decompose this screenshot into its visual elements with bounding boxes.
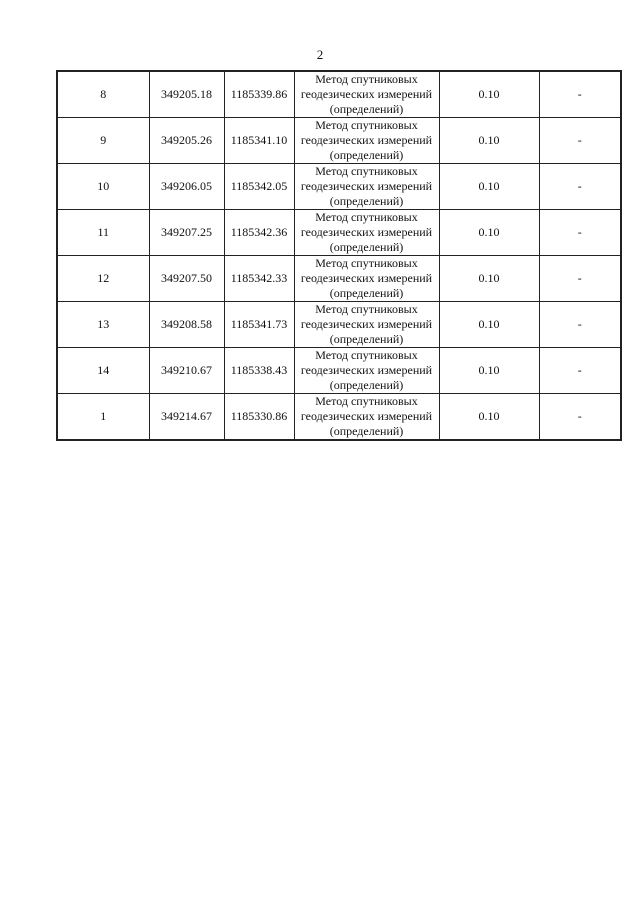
note-cell: -	[539, 164, 621, 210]
x-coordinate-cell: 349207.50	[149, 256, 224, 302]
method-line: (определений)	[329, 332, 404, 346]
method-line: (определений)	[329, 194, 404, 208]
point-number-cell: 8	[57, 71, 149, 118]
table-row	[57, 164, 621, 210]
method-line: (определений)	[329, 240, 404, 254]
x-coordinate-cell: 349210.67	[149, 348, 224, 394]
accuracy-cell: 0.10	[439, 348, 539, 394]
method-line: Метод спутниковых	[315, 72, 418, 86]
method-line: (определений)	[329, 424, 404, 438]
point-number-cell: 14	[57, 348, 149, 394]
method-line: геодезических измерений	[300, 179, 433, 193]
x-coordinate-cell: 349207.25	[149, 210, 224, 256]
method-line: (определений)	[329, 148, 404, 162]
method-line: Метод спутниковых	[315, 210, 418, 224]
note-cell: -	[539, 302, 621, 348]
method-line: геодезических измерений	[300, 271, 433, 285]
method-line: Метод спутниковых	[315, 302, 418, 316]
table-row	[57, 118, 621, 164]
method-cell	[294, 256, 439, 302]
method-line: Метод спутниковых	[315, 348, 418, 362]
y-coordinate-cell: 1185342.36	[224, 210, 294, 256]
method-line: Метод спутниковых	[315, 164, 418, 178]
accuracy-cell: 0.10	[439, 210, 539, 256]
y-coordinate-cell: 1185339.86	[224, 71, 294, 118]
note-cell: -	[539, 118, 621, 164]
coordinates-table-body	[57, 71, 621, 440]
y-coordinate-cell: 1185342.05	[224, 164, 294, 210]
note-cell: -	[539, 71, 621, 118]
x-coordinate-cell: 349205.18	[149, 71, 224, 118]
point-number-cell: 11	[57, 210, 149, 256]
table-row	[57, 256, 621, 302]
coordinates-table	[56, 70, 622, 441]
method-line: (определений)	[329, 378, 404, 392]
accuracy-cell: 0.10	[439, 118, 539, 164]
method-cell	[294, 394, 439, 441]
y-coordinate-cell: 1185341.73	[224, 302, 294, 348]
table-row	[57, 394, 621, 441]
y-coordinate-cell: 1185341.10	[224, 118, 294, 164]
note-cell: -	[539, 256, 621, 302]
point-number-cell: 10	[57, 164, 149, 210]
point-number-cell: 12	[57, 256, 149, 302]
method-line: геодезических измерений	[300, 317, 433, 331]
accuracy-cell: 0.10	[439, 164, 539, 210]
method-cell	[294, 164, 439, 210]
page-number: 2	[316, 47, 324, 62]
point-number-cell: 13	[57, 302, 149, 348]
note-cell: -	[539, 394, 621, 441]
note-cell: -	[539, 210, 621, 256]
table-row	[57, 302, 621, 348]
point-number-cell: 9	[57, 118, 149, 164]
method-line: геодезических измерений	[300, 133, 433, 147]
y-coordinate-cell: 1185342.33	[224, 256, 294, 302]
method-cell	[294, 118, 439, 164]
method-cell	[294, 210, 439, 256]
method-line: геодезических измерений	[300, 363, 433, 377]
method-line: геодезических измерений	[300, 87, 433, 101]
method-line: (определений)	[329, 286, 404, 300]
method-cell	[294, 71, 439, 118]
method-line: (определений)	[329, 102, 404, 116]
method-cell	[294, 348, 439, 394]
x-coordinate-cell: 349205.26	[149, 118, 224, 164]
note-cell: -	[539, 348, 621, 394]
accuracy-cell: 0.10	[439, 256, 539, 302]
x-coordinate-cell: 349214.67	[149, 394, 224, 441]
table-row	[57, 210, 621, 256]
accuracy-cell: 0.10	[439, 71, 539, 118]
point-number-cell: 1	[57, 394, 149, 441]
y-coordinate-cell: 1185330.86	[224, 394, 294, 441]
accuracy-cell: 0.10	[439, 394, 539, 441]
table-row	[57, 71, 621, 118]
method-line: геодезических измерений	[300, 225, 433, 239]
accuracy-cell: 0.10	[439, 302, 539, 348]
x-coordinate-cell: 349208.58	[149, 302, 224, 348]
method-line: Метод спутниковых	[315, 118, 418, 132]
method-line: Метод спутниковых	[315, 256, 418, 270]
method-line: Метод спутниковых	[315, 394, 418, 408]
x-coordinate-cell: 349206.05	[149, 164, 224, 210]
table-row	[57, 348, 621, 394]
method-cell	[294, 302, 439, 348]
method-line: геодезических измерений	[300, 409, 433, 423]
y-coordinate-cell: 1185338.43	[224, 348, 294, 394]
